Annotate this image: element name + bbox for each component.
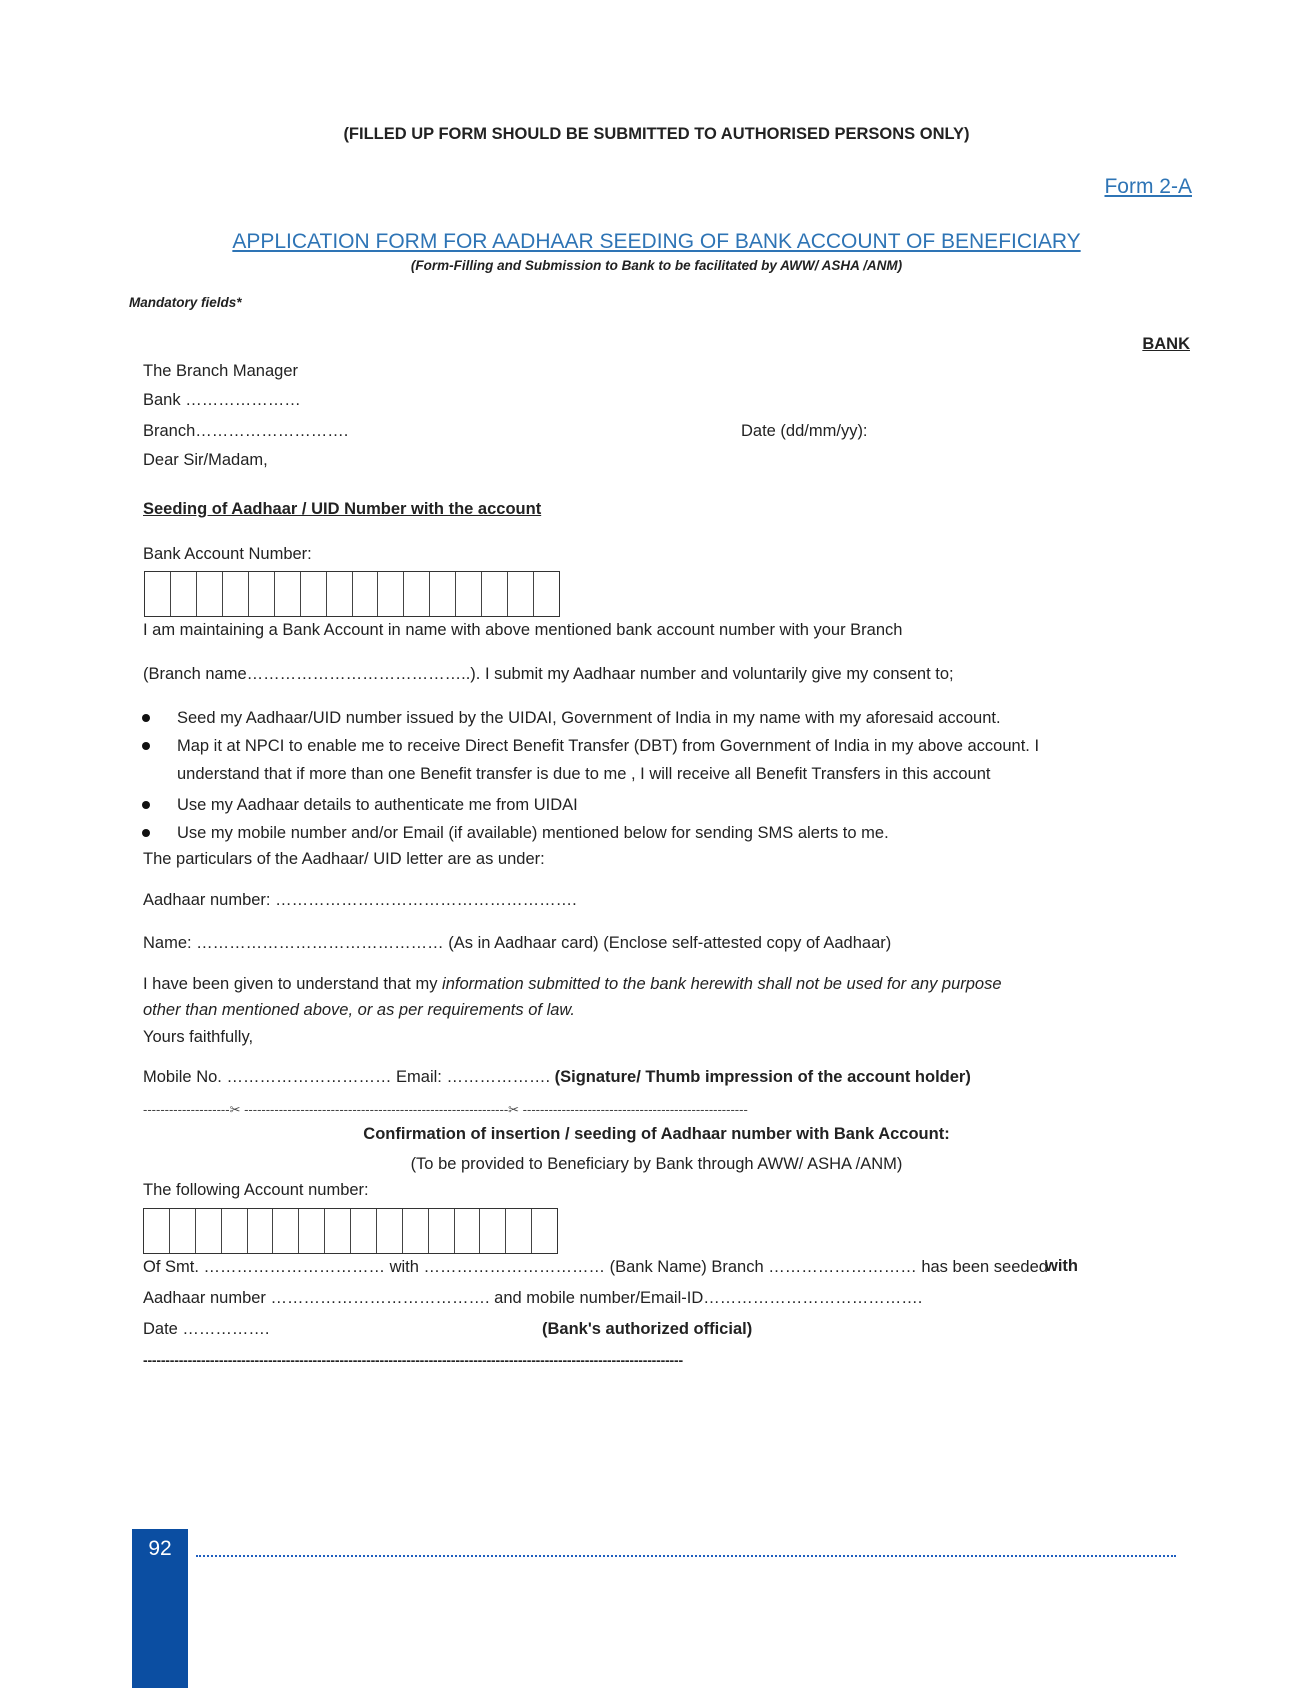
bullet-icon	[142, 801, 150, 809]
address-bank: Bank …………………	[143, 391, 301, 409]
cut-line: --------------------✂ -------------------------------------------------------------✂ ----------------------------------------------------	[143, 1102, 748, 1117]
end-line: -------------------------------------------------------------------------------------------------------------------------	[143, 1352, 683, 1368]
digit-box[interactable]	[532, 1209, 557, 1253]
mobile-email-fields: Mobile No. ………………………… Email: ……………….	[143, 1068, 555, 1086]
confirmation-subheading: (To be provided to Beneficiary by Bank through AWW/ ASHA /ANM)	[410, 1155, 903, 1173]
bank-tag: BANK	[1142, 335, 1190, 353]
digit-box[interactable]	[222, 1209, 248, 1253]
address-line-1: The Branch Manager	[143, 362, 299, 380]
digit-box[interactable]	[170, 1209, 196, 1253]
bullet-icon	[142, 829, 150, 837]
with-word: with	[1045, 1257, 1078, 1275]
digit-box[interactable]	[377, 1209, 403, 1253]
bullet-authenticate: Use my Aadhaar details to authenticate me from UIDAI	[177, 796, 578, 814]
form-id: Form 2-A	[1104, 175, 1192, 198]
understanding-italic-cont: other than mentioned above, or as per requirements of law.	[143, 1001, 576, 1019]
digit-box[interactable]	[249, 572, 275, 616]
bullet-icon	[142, 742, 150, 750]
digit-box[interactable]	[171, 572, 197, 616]
confirmation-heading: Confirmation of insertion / seeding of Aadhaar number with Bank Account:	[363, 1125, 950, 1143]
digit-box[interactable]	[534, 572, 559, 616]
digit-box[interactable]	[301, 572, 327, 616]
understanding-plain: I have been given to understand that my	[143, 975, 443, 993]
digit-box[interactable]	[144, 1209, 170, 1253]
bullet-map: Map it at NPCI to enable me to receive Direct Benefit Transfer (DBT) from Government of India in my above account. I	[177, 737, 1040, 755]
address-branch: Branch……………………….	[143, 422, 349, 440]
understanding-italic: information submitted to the bank herewith shall not be used for any purpose	[442, 975, 1002, 993]
signature-label: (Signature/ Thumb impression of the account holder)	[554, 1068, 971, 1086]
digit-box[interactable]	[273, 1209, 299, 1253]
confirm-date: Date …………….	[143, 1320, 270, 1338]
digit-box[interactable]	[299, 1209, 325, 1253]
following-account-label: The following Account number:	[143, 1181, 369, 1199]
digit-box[interactable]	[480, 1209, 506, 1253]
digit-box[interactable]	[327, 572, 353, 616]
digit-box[interactable]	[353, 572, 379, 616]
digit-box[interactable]	[506, 1209, 532, 1253]
digit-box[interactable]	[430, 572, 456, 616]
section-heading: Seeding of Aadhaar / UID Number with the account	[143, 500, 542, 518]
bullet-map-cont: understand that if more than one Benefit transfer is due to me , I will receive all Benefit Transfers in this account	[177, 765, 991, 783]
digit-box[interactable]	[145, 572, 171, 616]
digit-box[interactable]	[482, 572, 508, 616]
digit-box[interactable]	[248, 1209, 274, 1253]
digit-box[interactable]	[351, 1209, 377, 1253]
aadhaar-number-field: Aadhaar number: ……………………………………………….	[143, 891, 577, 909]
understanding-text	[143, 973, 1002, 995]
para-consent: (Branch name…………………………………..). I submit my Aadhaar number and voluntarily give my consent to;	[143, 665, 954, 683]
account-number-boxes[interactable]	[144, 571, 560, 617]
digit-box[interactable]	[455, 1209, 481, 1253]
digit-box[interactable]	[197, 572, 223, 616]
account-number-label: Bank Account Number:	[143, 545, 312, 563]
page-number: 92	[148, 1537, 172, 1560]
confirm-account-boxes[interactable]	[143, 1208, 558, 1254]
aadhaar-mobile-line: Aadhaar number …………………………………. and mobile number/Email-ID………………………………….	[143, 1289, 923, 1307]
digit-box[interactable]	[429, 1209, 455, 1253]
mobile-email-line	[143, 1066, 971, 1088]
particulars-text: The particulars of the Aadhaar/ UID letter are as under:	[143, 850, 545, 868]
digit-box[interactable]	[378, 572, 404, 616]
digit-box[interactable]	[325, 1209, 351, 1253]
salutation: Dear Sir/Madam,	[143, 451, 268, 469]
digit-box[interactable]	[456, 572, 482, 616]
digit-box[interactable]	[404, 572, 430, 616]
digit-box[interactable]	[275, 572, 301, 616]
digit-box[interactable]	[223, 572, 249, 616]
name-field: Name: ……………………………………… (As in Aadhaar card) (Enclose self-attested copy of Aadhaar)	[143, 934, 892, 952]
digit-box[interactable]	[196, 1209, 222, 1253]
submission-note: (FILLED UP FORM SHOULD BE SUBMITTED TO AUTHORISED PERSONS ONLY)	[343, 125, 970, 143]
yours-faithfully: Yours faithfully,	[143, 1028, 254, 1046]
form-subtitle: (Form-Filling and Submission to Bank to be facilitated by AWW/ ASHA /ANM)	[410, 258, 903, 273]
bullet-sms: Use my mobile number and/or Email (if available) mentioned below for sending SMS alerts to me.	[177, 824, 889, 842]
para-maintaining: I am maintaining a Bank Account in name with above mentioned bank account number with your Branch	[143, 621, 903, 639]
digit-box[interactable]	[508, 572, 534, 616]
of-smt-line: Of Smt. …………………………… with …………………………… (Bank Name) Branch ……………………… has been seeded	[143, 1258, 1048, 1276]
digit-box[interactable]	[403, 1209, 429, 1253]
mandatory-note: Mandatory fields*	[129, 295, 242, 310]
footer-dotted-line	[196, 1555, 1176, 1557]
page-number-tab	[132, 1529, 188, 1688]
form-title: APPLICATION FORM FOR AADHAAR SEEDING OF BANK ACCOUNT OF BENEFICIARY	[232, 230, 1081, 253]
bullet-icon	[142, 714, 150, 722]
bank-official-label: (Bank's authorized official)	[542, 1320, 753, 1338]
date-label: Date (dd/mm/yy):	[741, 422, 868, 440]
bullet-seed: Seed my Aadhaar/UID number issued by the UIDAI, Government of India in my name with my aforesaid account.	[177, 709, 1001, 727]
